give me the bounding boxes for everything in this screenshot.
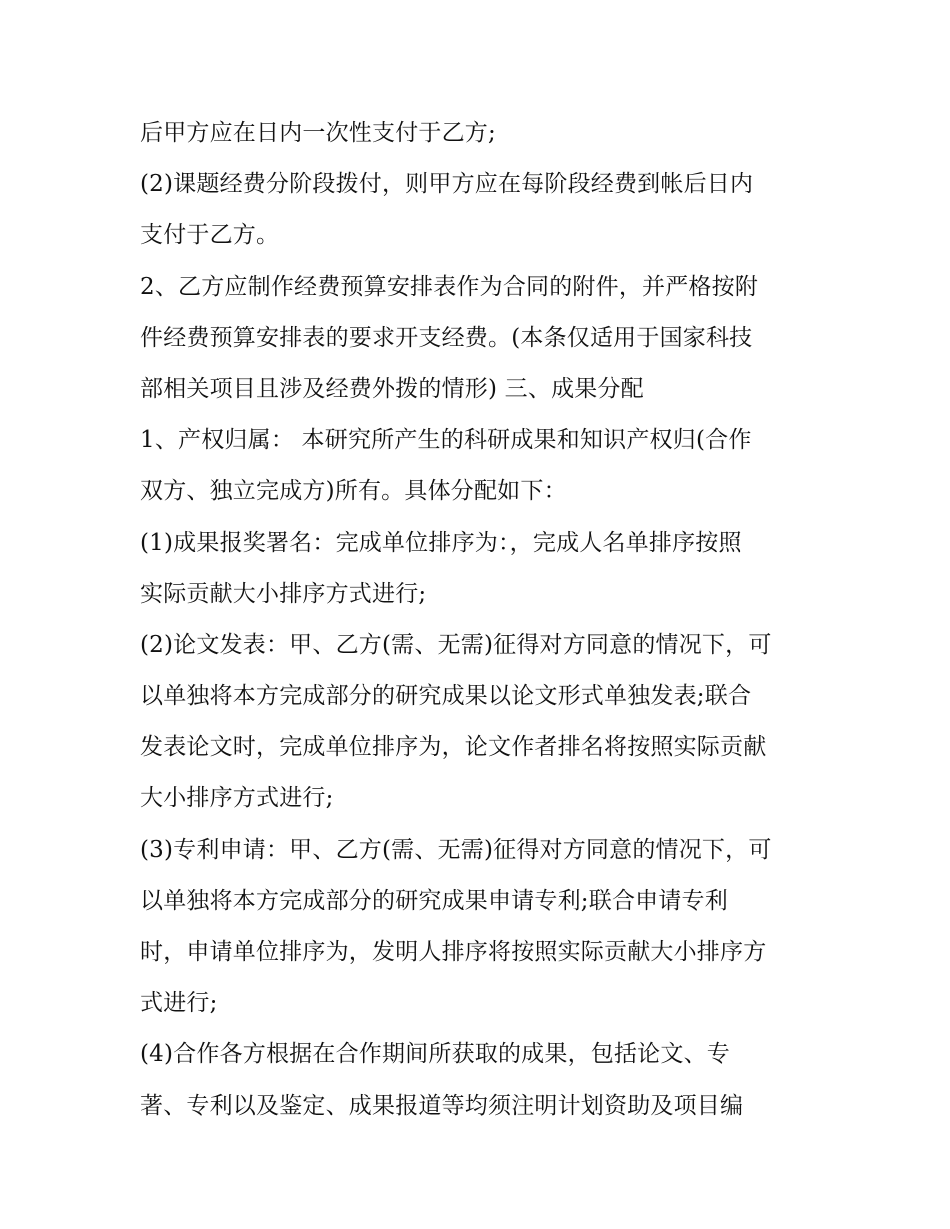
text-line: 以单独将本方完成部分的研究成果以论文形式单独发表;联合 bbox=[140, 683, 752, 710]
text-line: 后甲方应在日内一次性支付于乙方; bbox=[140, 120, 496, 146]
text-line: 支付于乙方。 bbox=[140, 222, 280, 249]
text-line: 双方、独立完成方)所有。具体分配如下： bbox=[140, 478, 567, 505]
text-line: 以单独将本方完成部分的研究成果申请专利;联合申请专利 bbox=[140, 887, 728, 914]
text-line: 2、乙方应制作经费预算安排表作为合同的附件，并严格按附 bbox=[140, 273, 759, 300]
text-line: 时，申请单位排序为，发明人排序将按照实际贡献大小排序方 bbox=[140, 939, 767, 965]
text-line: (1)成果报奖署名：完成单位排序为：，完成人名单排序按照 bbox=[140, 529, 742, 556]
document-body bbox=[140, 108, 820, 1132]
text-line: 部相关项目且涉及经费外拨的情形) 三、成果分配 bbox=[140, 375, 644, 402]
text-line: 发表论文时，完成单位排序为，论文作者排名将按照实际贡献 bbox=[140, 734, 767, 761]
text-line: 大小排序方式进行; bbox=[140, 785, 334, 812]
text-line: (4)合作各方根据在合作期间所获取的成果，包括论文、专 bbox=[140, 1041, 730, 1068]
text-line: (2)论文发表：甲、乙方(需、无需)征得对方同意的情况下，可 bbox=[140, 631, 772, 658]
text-line: 著、专利以及鉴定、成果报道等均须注明计划资助及项目编 bbox=[140, 1092, 744, 1119]
text-line: 1、产权归属： 本研究所产生的科研成果和知识产权归(合作 bbox=[140, 427, 752, 454]
text-line: 件经费预算安排表的要求开支经费。(本条仅适用于国家科技 bbox=[140, 324, 753, 351]
text-line: 实际贡献大小排序方式进行; bbox=[140, 580, 427, 607]
text-line: 式进行; bbox=[140, 990, 218, 1017]
text-line: (3)专利申请：甲、乙方(需、无需)征得对方同意的情况下，可 bbox=[140, 836, 772, 863]
text-line: (2)课题经费分阶段拨付，则甲方应在每阶段经费到帐后日内 bbox=[140, 171, 754, 198]
